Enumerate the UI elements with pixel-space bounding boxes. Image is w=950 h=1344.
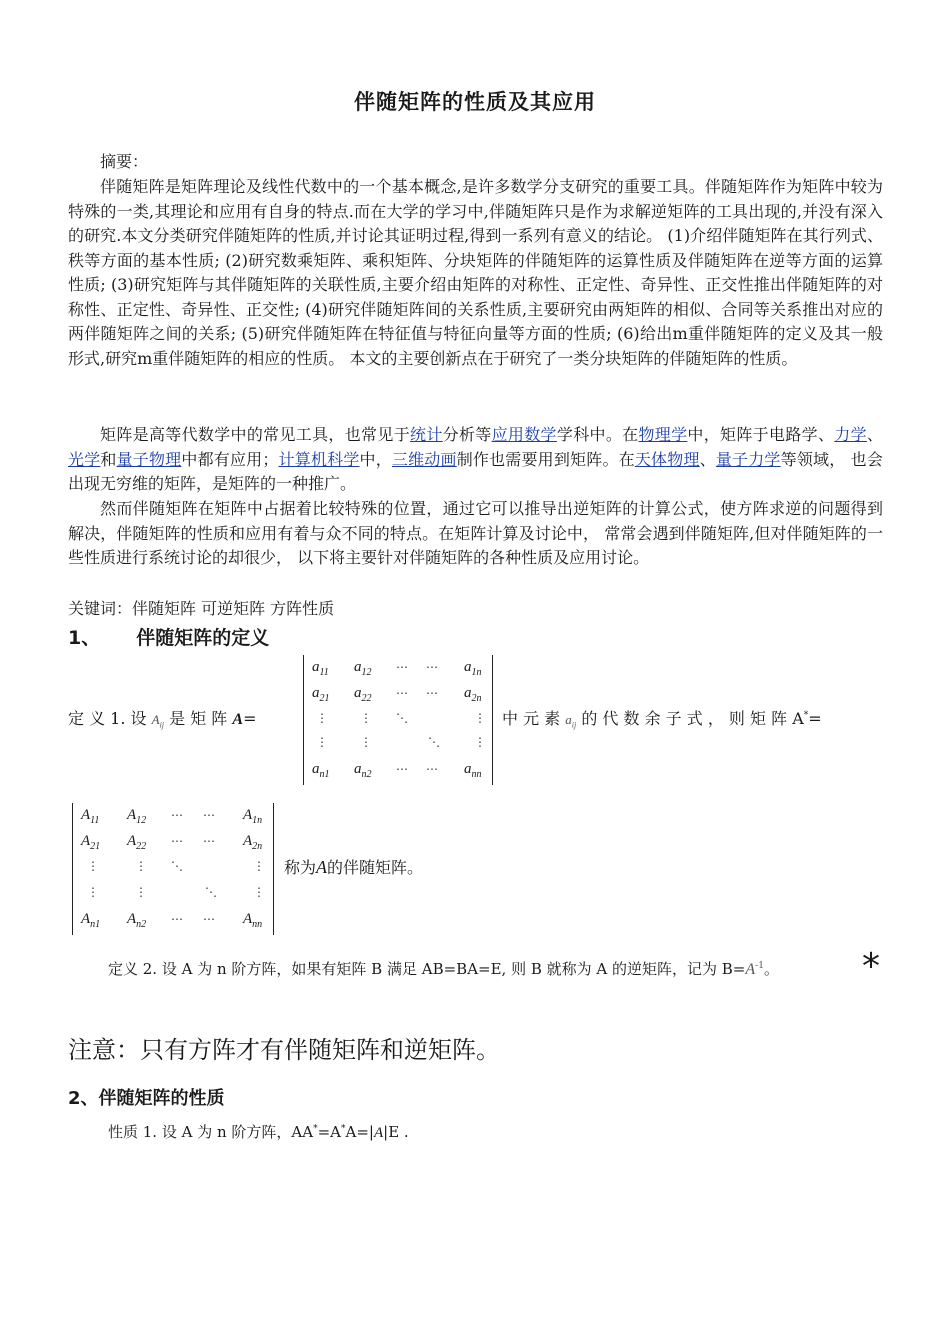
matrix-adjugate: $A_{11}$ $A_{12}$ ⋯ ⋯ $A_{1n}$ $A_{21}$ $A_{22}$ ⋯ ⋯ $A_{2n}$ ⋮ ⋮ ⋱ ⋮ ⋮ ⋮ ⋱ ⋮ $A_{n1}$ $A_{n2}$ ⋯ ⋯ $A_{nn}$ — [72, 803, 274, 935]
link-quantum-physics[interactable]: 量子物理 — [116, 449, 182, 469]
definition-2: 定义 2. 设 A 为 n 阶方阵，如果有矩阵 B 满足 AB=BA=E, 则 B 就称为 A 的逆矩阵，记为 $B=A^{-1}$。 — [108, 960, 779, 978]
matrix-adj-cell: $A_{12}$ — [127, 807, 147, 826]
link-optics[interactable]: 光学 — [68, 449, 101, 469]
note: 注意：只有方阵才有伴随矩阵和逆矩阵。 — [68, 1036, 500, 1064]
link-mechanics[interactable]: 力学 — [834, 425, 867, 444]
matrix-a-cell: $a_{nn}$ — [464, 761, 482, 780]
asterisk-mark: * — [862, 946, 880, 987]
matrix-adj-cell: $A_{22}$ — [127, 833, 147, 852]
matrix-a-cell: $a_{n1}$ — [312, 761, 330, 780]
link-astrophysics[interactable]: 天体物理 — [634, 449, 700, 469]
matrix-adj-cell: $A_{21}$ — [81, 833, 101, 852]
adjugate-caption: 称为A的伴随矩阵。 — [284, 857, 424, 877]
matrix-a-cell: $a_{n2}$ — [354, 761, 372, 780]
link-physics[interactable]: 物理学 — [638, 425, 688, 444]
definition-1-suffix: 中 元 素 $a_{ij}$ 的 代 数 余 子 式 ， 则 矩 阵 A*= — [502, 709, 822, 730]
definition-1-prefix: 定 义 1. 设 $A_{ij}$ 是 矩 阵 A= — [68, 709, 257, 730]
matrix-a-cell: $a_{11}$ — [312, 659, 329, 678]
section-2-heading: 2、伴随矩阵的性质 — [68, 1088, 225, 1109]
link-applied-math[interactable]: 应用数学 — [491, 425, 557, 444]
link-quantum-mechanics[interactable]: 量子力学 — [715, 449, 781, 469]
matrix-a-cell: $a_{2n}$ — [464, 685, 482, 704]
property-1: 性质 1. 设 A 为 n 阶方阵，AA*=A*A=|A|E . — [108, 1123, 409, 1141]
link-3d-animation[interactable]: 三维动画 — [391, 449, 457, 469]
matrix-adj-cell: $A_{n1}$ — [81, 911, 101, 930]
matrix-adj-cell: $A_{1n}$ — [243, 807, 263, 826]
matrix-a-cell: $a_{1n}$ — [464, 659, 482, 678]
matrix-adj-cell: $A_{n2}$ — [127, 911, 147, 930]
link-statistics[interactable]: 统计 — [410, 425, 443, 444]
matrix-adj-cell: $A_{11}$ — [81, 807, 100, 826]
intro-paragraph: 矩阵是高等代数学中的常见工具，也常见于统计分析等应用数学学科中。在物理学中，矩阵于电路学、力学、光学和量子物理中都有应用；计算机科学中，三维动画制作也需要用到矩阵。在天体物理、量子力学等领域， 也会出现无穷维的矩阵，是矩阵的一种推广。 — [68, 425, 883, 493]
matrix-a-cell: $a_{22}$ — [354, 685, 372, 704]
page-title: 伴随矩阵的性质及其应用 — [354, 90, 596, 114]
matrix-a-cell: $a_{12}$ — [354, 659, 372, 678]
link-computer-science[interactable]: 计算机科学 — [278, 449, 360, 469]
context-paragraph: 然而伴随矩阵在矩阵中占据着比较特殊的位置，通过它可以推导出逆矩阵的计算公式，使方阵求逆的问题得到解决，伴随矩阵的性质和应用有着与众不同的特点。在矩阵计算及讨论中， 常常会遇到伴随矩阵,但对伴随矩阵的一些性质进行系统讨论的却很少， 以下将主要针对伴随矩阵的各种性质及应用讨论。 — [68, 499, 883, 567]
keywords: 关键词：伴随矩阵 可逆矩阵 方阵性质 — [68, 599, 335, 618]
abstract-body: 伴随矩阵是矩阵理论及线性代数中的一个基本概念,是许多数学分支研究的重要工具。伴随矩阵作为矩阵中较为特殊的一类,其理论和应用有自身的特点.而在大学的学习中,伴随矩阵只是作为求解逆矩阵的工具出现的,并没有深入的研究.本文分类研究伴随矩阵的性质,并讨论其证明过程,得到一系列有意义的结论。 (1)介绍伴随矩阵在其行列式、秩等方面的基本性质; (2)研究数乘矩阵、乘积矩阵、分块矩阵的伴随矩阵的运算性质及伴随矩阵在逆等方面的运算性质; (3)研究矩阵与其伴随矩阵的关联性质,主要介绍由矩阵的对称性、正定性、奇异性、正交性推出伴随矩阵的对称性、正定性、奇异性、正交性; (4)研究伴随矩阵间的关系性质,主要研究由两矩阵的相似、合同等关系推出对应的两伴随矩阵之间的关系; (5)研究伴随矩阵在特征值与特征向量等方面的性质; (6)给出m重伴随矩阵的定义及其一般形式,研究m重伴随矩阵的相应的性质。 本文的主要创新点在于研究了一类分块矩阵的伴随矩阵的性质。 — [68, 177, 883, 368]
matrix-adj-cell: $A_{nn}$ — [243, 911, 263, 930]
matrix-a-cell: $a_{21}$ — [312, 685, 330, 704]
matrix-adj-cell: $A_{2n}$ — [243, 833, 263, 852]
abstract-label: 摘要： — [100, 152, 149, 171]
section-1-heading: 1、 伴随矩阵的定义 — [68, 627, 270, 649]
matrix-a: $a_{11}$ $a_{12}$ ⋯ ⋯ $a_{1n}$ $a_{21}$ $a_{22}$ ⋯ ⋯ $a_{2n}$ ⋮ ⋮ ⋱ ⋮ ⋮ ⋮ ⋱ ⋮ $a_{n1}$ $a_{n2}$ ⋯ ⋯ $a_{nn}$ — [303, 655, 493, 785]
